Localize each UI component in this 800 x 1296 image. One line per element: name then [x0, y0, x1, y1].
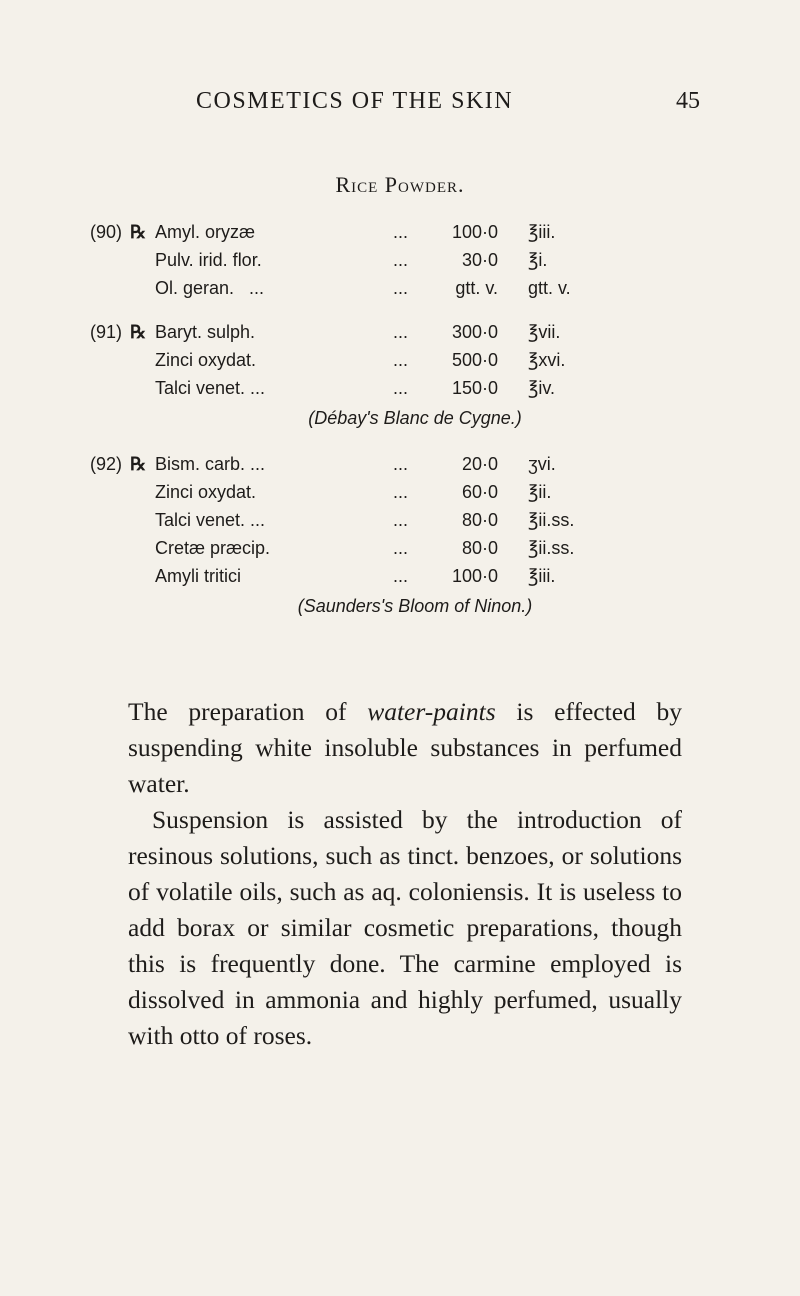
body-text — [128, 694, 682, 1054]
ingredient: Zinci oxydat. — [155, 482, 257, 502]
recipe-row — [0, 246, 800, 274]
leader-dots: ... — [393, 566, 409, 586]
recipe-92 — [0, 450, 800, 622]
ingredient: Talci venet. ... — [155, 378, 266, 398]
recipe-row — [0, 562, 800, 590]
metric-quantity: 100·0 — [451, 566, 498, 586]
apothecary-quantity: ℥ii.ss. — [528, 538, 575, 558]
recipe-row — [0, 274, 800, 302]
paragraph: Suspension is assisted by the introduction of resinous solutions, such as tinct. benzoes, or solutions of volatile oils, such as aq. coloniensis. It is useless to add borax or similar cosmetic preparations, though this is frequently done. The carmine employed is dissolved in ammonia and highly perfumed, usually with otto of roses. — [128, 805, 682, 1050]
recipe-row — [0, 534, 800, 562]
leader-dots: ... — [393, 250, 409, 270]
metric-quantity: 20·0 — [461, 454, 498, 474]
paragraph-text: is effected by suspending white insoluble substances in perfumed water. — [128, 697, 682, 798]
ingredient: Baryt. sulph. — [155, 322, 256, 342]
leader-dots: ... — [393, 510, 409, 530]
recipe-row — [0, 506, 800, 534]
apothecary-quantity: ℥ii. — [528, 482, 552, 502]
apothecary-quantity: gtt. v. — [528, 278, 571, 298]
recipe-number: (91) — [90, 322, 123, 342]
leader-dots: ... — [393, 378, 409, 398]
recipe-row — [0, 450, 800, 478]
recipe-row — [0, 218, 800, 246]
running-head: COSMETICS OF THE SKIN — [196, 88, 514, 114]
recipe-symbol-icon: ℞ — [130, 454, 147, 474]
formula-list — [0, 218, 800, 638]
section-title: Rice Powder. — [335, 172, 465, 197]
paragraph-text: The preparation of — [128, 697, 368, 726]
recipe-row — [0, 318, 800, 346]
metric-quantity: 150·0 — [451, 378, 498, 398]
leader-dots: ... — [393, 322, 409, 342]
metric-quantity: 500·0 — [451, 350, 498, 370]
recipe-number: (90) — [90, 222, 123, 242]
ingredient: Amyl. oryzæ — [155, 222, 256, 242]
recipe-row — [0, 346, 800, 374]
apothecary-quantity: ℥i. — [528, 250, 548, 270]
leader-dots: ... — [393, 454, 409, 474]
apothecary-quantity: ℥ii.ss. — [528, 510, 575, 530]
emphasis-term: water-paints — [367, 697, 496, 726]
recipe-row — [0, 374, 800, 402]
ingredient: Pulv. irid. flor. — [155, 250, 262, 270]
metric-quantity: 80·0 — [461, 538, 498, 558]
paragraph — [128, 694, 682, 802]
page-header — [0, 88, 800, 128]
apothecary-quantity: ʒvi. — [528, 454, 556, 474]
leader-dots: ... — [393, 350, 409, 370]
metric-quantity: gtt. v. — [455, 278, 498, 298]
apothecary-quantity: ℥xvi. — [528, 350, 566, 370]
apothecary-quantity: ℥iii. — [528, 566, 556, 586]
recipe-symbol-icon: ℞ — [130, 322, 147, 342]
apothecary-quantity: ℥vii. — [528, 322, 561, 342]
ingredient: Cretæ præcip. — [155, 538, 271, 558]
leader-dots: ... — [393, 278, 409, 298]
page-number: 45 — [676, 88, 700, 114]
metric-quantity: 30·0 — [461, 250, 498, 270]
metric-quantity: 60·0 — [461, 482, 498, 502]
metric-quantity: 100·0 — [451, 222, 498, 242]
ingredient: Talci venet. ... — [155, 510, 266, 530]
recipe-number: (92) — [90, 454, 123, 474]
leader-dots: ... — [393, 482, 409, 502]
recipe-caption: (Débay's Blanc de Cygne.) — [308, 408, 522, 428]
metric-quantity: 300·0 — [451, 322, 498, 342]
recipe-row — [0, 478, 800, 506]
leader-dots: ... — [393, 222, 409, 242]
metric-quantity: 80·0 — [461, 510, 498, 530]
recipe-91 — [0, 318, 800, 434]
ingredient: Amyli tritici — [155, 566, 241, 586]
ingredient: Zinci oxydat. — [155, 350, 257, 370]
recipe-90 — [0, 218, 800, 302]
leader-dots: ... — [393, 538, 409, 558]
ingredient: Ol. geran. ... — [155, 278, 265, 298]
apothecary-quantity: ℥iii. — [528, 222, 556, 242]
apothecary-quantity: ℥iv. — [528, 378, 556, 398]
recipe-caption: (Saunders's Bloom of Ninon.) — [297, 596, 533, 616]
recipe-symbol-icon: ℞ — [130, 222, 147, 242]
ingredient: Bism. carb. ... — [155, 454, 266, 474]
